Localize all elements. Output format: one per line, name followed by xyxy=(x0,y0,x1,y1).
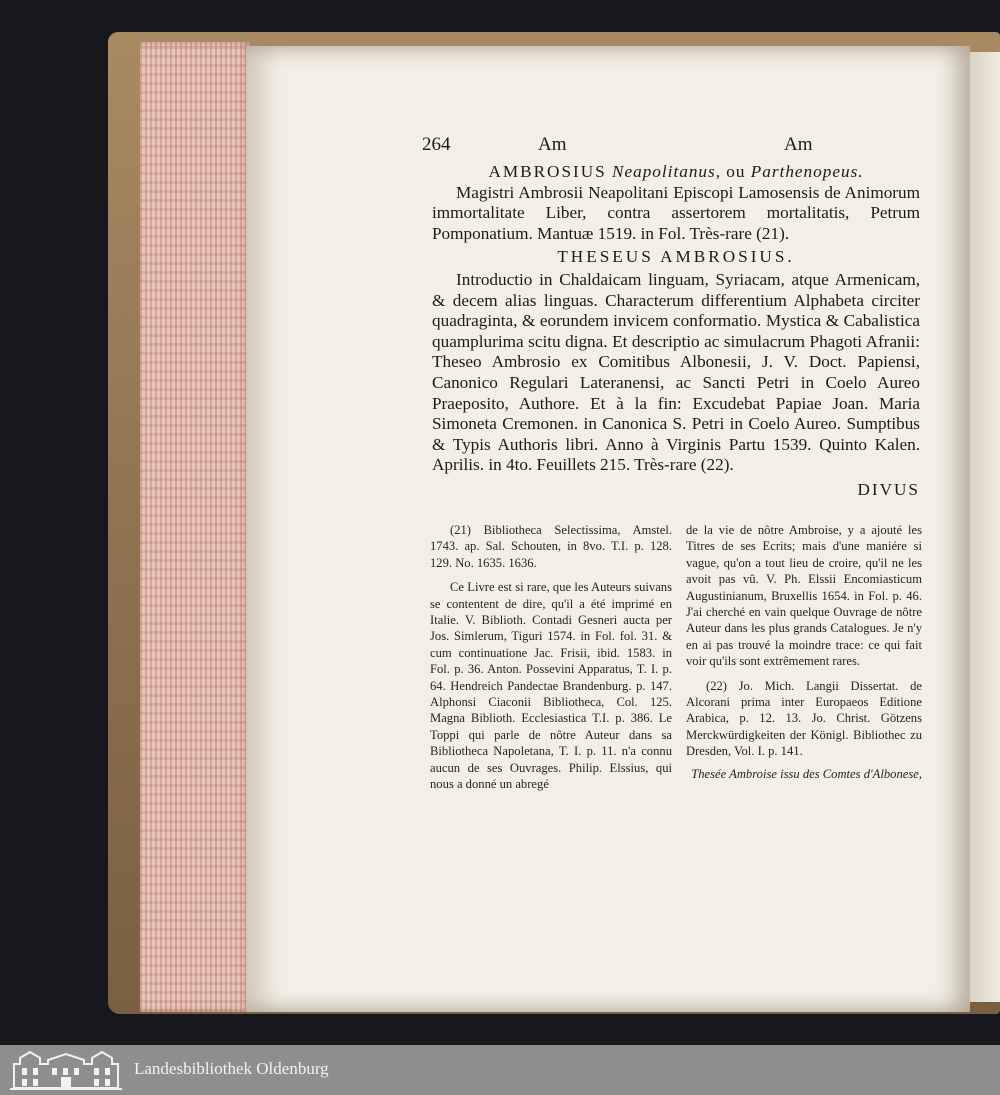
headword-or: , ou xyxy=(715,162,746,181)
headword-epithet: Neapolitanus xyxy=(612,162,716,181)
footnote-21-end: de la vie de nôtre Ambroise, y a ajouté les Titres de ses Ecrits; mais d'une maniére si vague, qu'on a tout lieu de croire, qu'il ne les avoit pas vû. V. Ph. Elssii Encomiasticum Augustinianum, Bruxellis 1654. in Fol. p. 46. J'ai cherché en vain quelque Ouvrage de nôtre Auteur dans les plus grands Catalogues. Je n'y en ai pas trouvé la moindre trace: ce qui fait voir qu'ils sont extrêmement rares. xyxy=(686,523,922,669)
main-text xyxy=(432,162,920,501)
page-number: 264 xyxy=(422,134,451,155)
entry-headword xyxy=(432,162,920,183)
page-edges xyxy=(140,42,252,1012)
footer-bar xyxy=(0,1045,1000,1095)
headword-name: AMBROSIUS xyxy=(488,162,607,181)
section-heading: THESEUS AMBROSIUS. xyxy=(557,247,795,267)
running-head xyxy=(422,134,862,160)
entry-ambrosius-text: Magistri Ambrosii Neapolitani Episcopi Lamosensis de Animorum immortalitate Liber, contra assertorem mortalitatis, Petrum Pomponatium. Mantuæ 1519. in Fol. Très-rare (21). xyxy=(432,182,920,243)
footnotes-right xyxy=(686,522,922,782)
library-building-icon xyxy=(8,1048,124,1092)
catchword: DIVUS xyxy=(857,479,920,499)
running-head-right: Am xyxy=(784,134,813,155)
footnote-21-continued: Ce Livre est si rare, que les Auteurs suivans se contentent de dire, qu'il a été imprimé en Italie. V. Biblioth. Contadi Gesneri aucta per Jos. Simlerum, Tiguri 1574. in Fol. fol. 31. & cum continuatione Jac. Frisii, ibid. 1583. in Fol. p. 36. Anton. Possevini Apparatus, T. I. p. 64. Hendreich Pandectae Brandenburg. p. 147. Alphonsi Ciaconii Bibliotheca, Col. 125. Magna Biblioth. Ecclesiastica T.I. p. 386. Le Toppi qui parle de nôtre Auteur dans sa Bibliotheca Napoletana, T. I. p. 11. n'a connu aucun de ses Ouvrages. Philip. Elssius, qui nous a donné un abregé xyxy=(430,580,672,792)
facing-page-edge xyxy=(970,52,1000,1002)
running-head-left: Am xyxy=(538,134,567,155)
footer-label: Landesbibliothek Oldenburg xyxy=(134,1059,329,1078)
footnote-21: (21) Bibliotheca Selectissima, Amstel. 1743. ap. Sal. Schouten, in 8vo. T.I. p. 128. 129. No. 1635. 1636. xyxy=(430,523,672,570)
footnote-22: (22) Jo. Mich. Langii Dissertat. de Alcorani prima inter Europaeos Editione Arabica, p. 12. 13. Jo. Christ. Götzens Merckwürdigkeiten der Königl. Bibliothec zu Dresden, Vol. I. p. 141. xyxy=(686,678,922,759)
footnote-catchword-text: Thesée Ambroise issu des Comtes d'Albonese, xyxy=(691,766,922,781)
footnote-catchword xyxy=(686,766,922,782)
headword-alt: Parthenopeus. xyxy=(750,162,864,181)
entry-theseus-text: Introductio in Chaldaicam linguam, Syriacam, atque Armenicam, & decem alias linguas. Characterum differentium Alphabeta circiter quadraginta, & eorundem invicem conformatio. Mystica & Cabalistica quamplurima scitu digna. Et descriptio ac simulacrum Phagoti Afranii: Theseo Ambrosio ex Comitibus Albonesii, J. V. Doct. Papiensi, Canonico Regulari Lateranensi, ac Sancti Petri in Coelo Aureo Praeposito, Authore. Et à la fin: Excudebat Papiae Joan. Maria Simoneta Cremonen. in Canonica S. Petri in Coelo Aureo. Sumptibus & Typis Authoris libri. Anno à Virginis Partu 1539. Quinto Kalen. Aprilis. in 4to. Feuillets 215. Très-rare (22). xyxy=(432,269,920,475)
footnotes-left xyxy=(430,522,672,793)
